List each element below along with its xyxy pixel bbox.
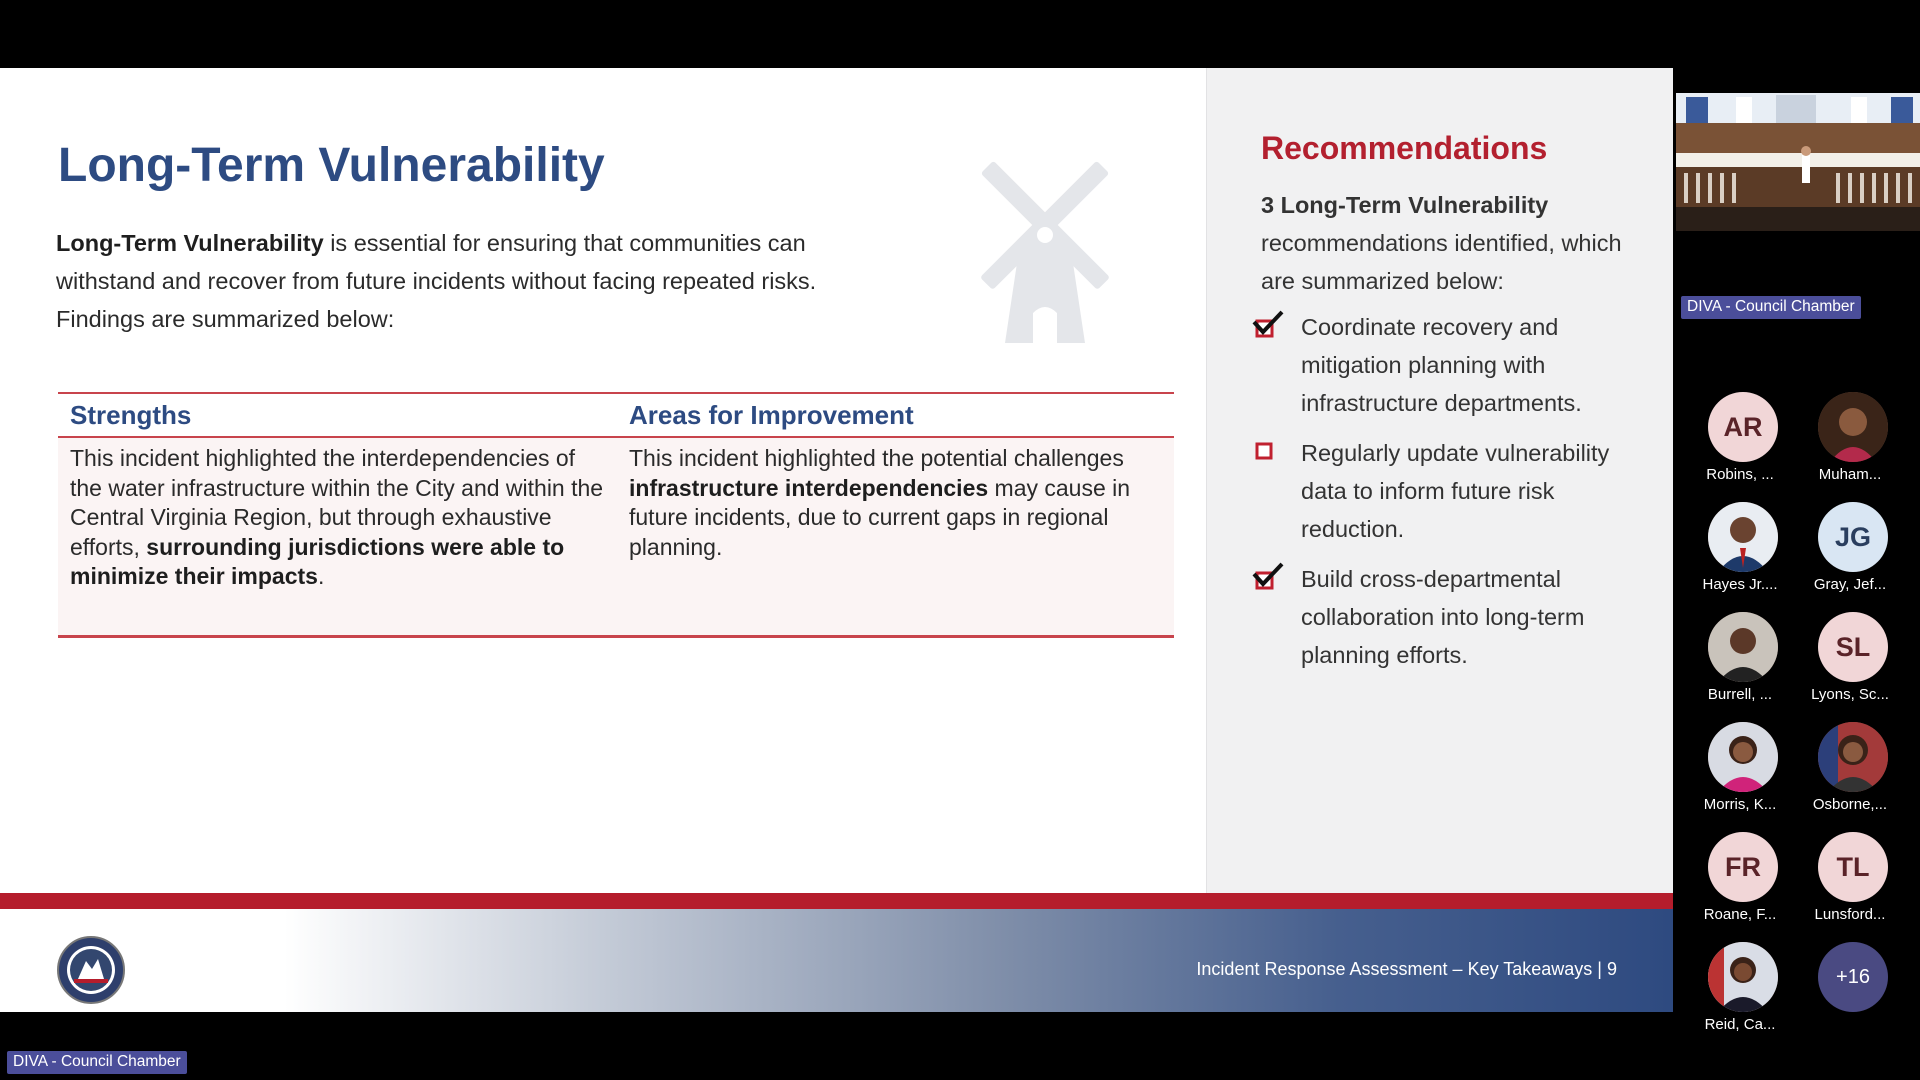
participant-tile[interactable] <box>1685 722 1795 822</box>
avatar <box>1818 392 1888 462</box>
participant-tile[interactable] <box>1795 832 1905 932</box>
participant-name: Burrell, ... <box>1707 686 1773 703</box>
strengths-cell <box>58 437 617 637</box>
recommendations-count: 3 Long-Term Vulnerability <box>1261 192 1549 218</box>
findings-table <box>58 392 1174 638</box>
avatar: FR <box>1708 832 1778 902</box>
avatar <box>1708 612 1778 682</box>
improvement-bold: infrastructure interdependencies <box>629 474 989 501</box>
person-photo-icon <box>1708 612 1778 682</box>
strengths-header: Strengths <box>58 393 617 437</box>
intro-text: is essential for ensuring that communities can withstand and recover from future incidents without facing repeated risks. Findings are summarized below: <box>56 230 817 332</box>
participant-name: Hayes Jr.... <box>1702 576 1778 593</box>
checked-box-icon <box>1251 562 1285 594</box>
list-item <box>1251 434 1661 548</box>
slide-title: Long-Term Vulnerability <box>58 139 605 192</box>
improvement-text-1: This incident highlighted the potential challenges <box>629 445 1124 471</box>
improvement-text-2: may cause in future incidents, due to current gaps in regional planning. <box>629 474 1131 560</box>
avatar: SL <box>1818 612 1888 682</box>
participant-name: Osborne,... <box>1812 796 1888 813</box>
slide-content <box>0 68 1206 893</box>
more-participants-button[interactable] <box>1795 942 1905 1042</box>
participant-tile[interactable] <box>1685 832 1795 932</box>
person-photo-icon <box>1708 502 1778 572</box>
participant-name: Morris, K... <box>1703 796 1777 813</box>
avatar <box>1708 502 1778 572</box>
presentation-slide <box>0 68 1673 1012</box>
slide-footer <box>0 893 1673 1012</box>
avatar <box>1708 942 1778 1012</box>
recommendation-text: Regularly update vulnerability data to inform future risk reduction. <box>1301 440 1610 542</box>
list-item <box>1251 308 1661 422</box>
footer-red-bar <box>0 893 1673 909</box>
avatar: JG <box>1818 502 1888 572</box>
unchecked-box-icon <box>1251 436 1285 468</box>
recommendations-intro-text: recommendations identified, which are summarized below: <box>1261 230 1622 294</box>
recommendation-text: Build cross-departmental collaboration into long-term planning efforts. <box>1301 566 1585 668</box>
table-row <box>58 437 1174 637</box>
avatar: AR <box>1708 392 1778 462</box>
participant-tile[interactable] <box>1795 722 1905 822</box>
strengths-text: This incident highlighted the interdependencies of the water infrastructure within the City and within the Central Virginia Region, but through exhaustive efforts, <box>70 445 604 560</box>
city-seal-icon <box>56 935 126 1005</box>
recommendations-list <box>1251 308 1661 686</box>
person-photo-icon <box>1818 722 1888 792</box>
participant-tile[interactable] <box>1795 392 1905 492</box>
video-room-label: DIVA - Council Chamber <box>1681 296 1861 319</box>
avatar <box>1708 722 1778 792</box>
participant-tile[interactable] <box>1685 392 1795 492</box>
recommendations-panel <box>1206 68 1673 893</box>
improvement-cell <box>617 437 1174 637</box>
participant-tile[interactable] <box>1685 942 1795 1042</box>
recommendations-intro <box>1261 186 1661 300</box>
participant-tile[interactable] <box>1685 502 1795 602</box>
checked-box-icon <box>1251 310 1285 342</box>
video-feed-tile[interactable] <box>1676 93 1920 231</box>
participant-name: Lunsford... <box>1814 906 1886 923</box>
participant-name: Robins, ... <box>1706 466 1774 483</box>
participant-tile[interactable] <box>1685 612 1795 712</box>
intro-lead: Long-Term Vulnerability <box>56 230 324 256</box>
windmill-icon <box>975 153 1130 343</box>
footer-text: Incident Response Assessment – Key Takeaways | 9 <box>1196 959 1617 979</box>
participant-tile[interactable] <box>1795 502 1905 602</box>
participant-name: Gray, Jef... <box>1813 576 1887 593</box>
list-item <box>1251 560 1661 674</box>
participant-name: Roane, F... <box>1703 906 1777 923</box>
improvement-header: Areas for Improvement <box>617 393 1174 437</box>
recommendation-text: Coordinate recovery and mitigation planning with infrastructure departments. <box>1301 314 1582 416</box>
person-photo-icon <box>1818 392 1888 462</box>
recommendations-title: Recommendations <box>1261 130 1548 166</box>
avatar: TL <box>1818 832 1888 902</box>
avatar <box>1818 722 1888 792</box>
participant-name: Lyons, Sc... <box>1811 686 1889 703</box>
participant-tile[interactable] <box>1795 612 1905 712</box>
presenter-label: DIVA - Council Chamber <box>7 1051 187 1074</box>
participant-name: Reid, Ca... <box>1704 1016 1776 1033</box>
person-photo-icon <box>1708 942 1778 1012</box>
strengths-bold: surrounding jurisdictions were able to minimize their impacts <box>70 533 565 589</box>
more-participants-count: +16 <box>1818 942 1888 1012</box>
council-chamber-video <box>1676 93 1920 231</box>
strengths-end: . <box>317 563 325 589</box>
participant-name: Muham... <box>1818 466 1882 483</box>
person-photo-icon <box>1708 722 1778 792</box>
footer-band <box>0 909 1673 1012</box>
intro-paragraph <box>56 224 876 338</box>
